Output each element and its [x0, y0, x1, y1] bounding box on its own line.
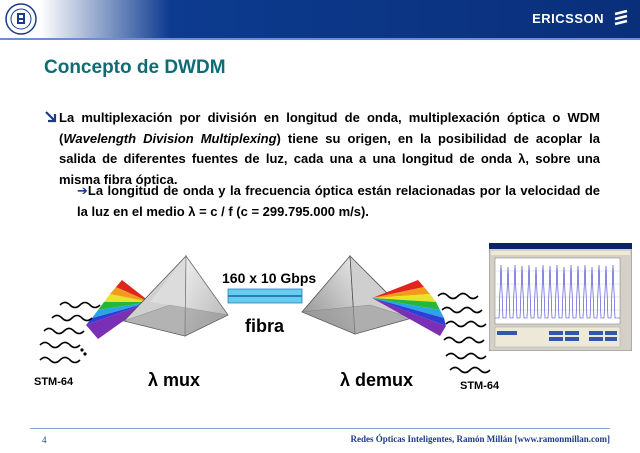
ericsson-logo-icon: [612, 9, 630, 27]
bullet-main-text-italic: Wavelength Division Multiplexing: [63, 130, 277, 146]
rate-label: 160 x 10 Gbps: [222, 270, 317, 286]
bullet-sub-text: La longitud de onda y la frecuencia óptica están relacionadas por la velocidad de la luz en el medio λ = c / f (c = 299.795.000 m/s).: [77, 183, 600, 219]
bullet-arrow-icon: [44, 110, 58, 124]
bullet-main-text-start: La multiplexación por división en longitud de onda, multiplexación óptica o WDM (: [59, 110, 600, 146]
right-arrow-icon: ➔: [77, 183, 88, 198]
header-divider: [0, 38, 640, 40]
ericsson-logo-text: ERICSSON: [532, 11, 604, 26]
mux-label: λ mux: [148, 370, 201, 390]
page-number: 4: [42, 435, 47, 445]
left-input-signals: [40, 303, 100, 363]
footer-credit: Redes Ópticas Inteligentes, Ramón Millán [www.ramonmillan.com]: [350, 434, 610, 444]
bullet-main-text-end: ) tiene su origen, en la posibilidad de acoplar la salida de diferentes fuentes de luz, cada una a una longitud de onda λ, sobre una misma fibra óptica.: [59, 130, 600, 187]
slide-title: Concepto de DWDM: [44, 57, 226, 78]
demux-label: λ demux: [340, 370, 414, 390]
university-seal-logo: [5, 3, 37, 35]
fiber-label: fibra: [245, 316, 285, 336]
stm-right-label: STM-64: [460, 380, 500, 392]
bullet-main: [44, 108, 600, 190]
right-output-signals: [438, 294, 490, 373]
footer-divider: [30, 428, 610, 429]
spectrum-analyzer-screenshot: [489, 243, 632, 351]
bullet-sub: [77, 181, 600, 222]
stm-left-label: STM-64: [34, 376, 74, 388]
